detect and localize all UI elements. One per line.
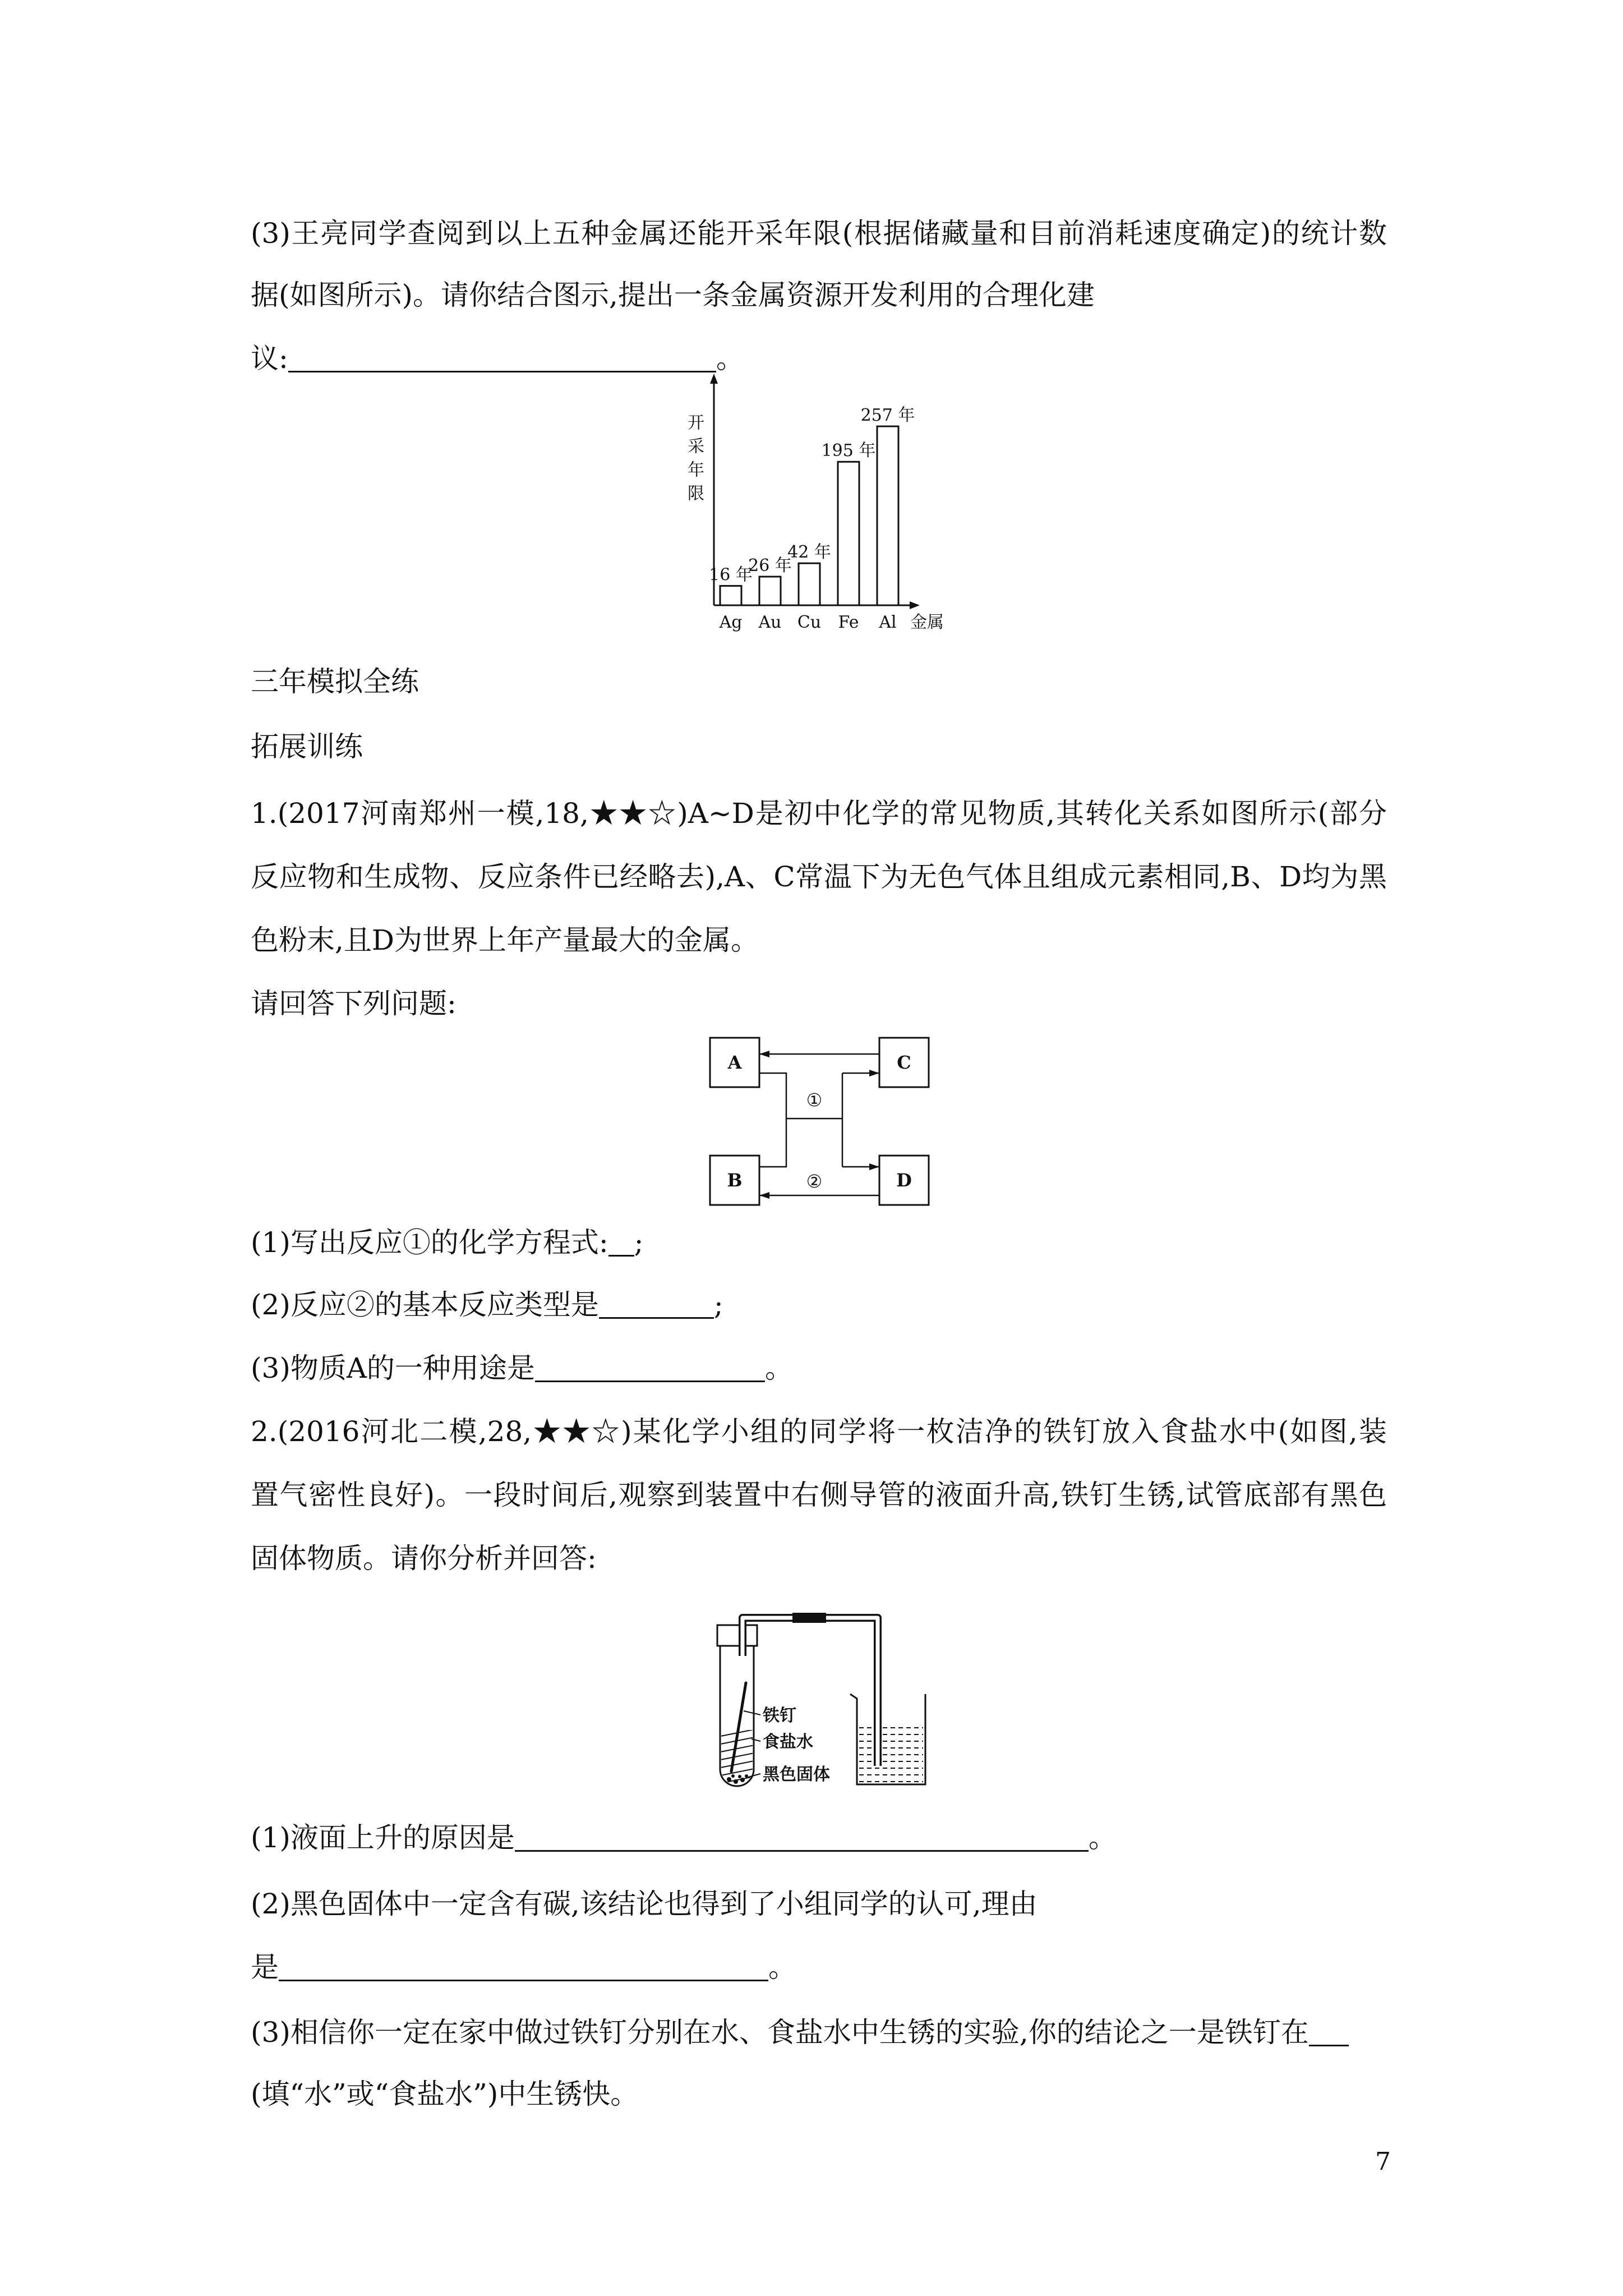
sub-question-suffix: ; bbox=[634, 1226, 644, 1259]
nail-leader-line bbox=[744, 1711, 760, 1715]
sub-question bbox=[251, 2016, 1349, 2049]
bar-ag bbox=[720, 586, 741, 605]
x-tick-label: Cu bbox=[797, 613, 822, 632]
bars-layer bbox=[709, 406, 915, 632]
sub-question bbox=[251, 1950, 796, 1984]
mining-years-bar-chart bbox=[662, 365, 953, 645]
question-text-line: 据(如图所示)。请你结合图示,提出一条金属资源开发利用的合理化建 bbox=[251, 279, 1095, 311]
page-number: 7 bbox=[1375, 2147, 1391, 2176]
reaction-1-label: ① bbox=[806, 1089, 823, 1111]
bar-value-label: 257 年 bbox=[860, 406, 915, 425]
answer-blank bbox=[279, 1979, 768, 1981]
node-b-label: B bbox=[727, 1170, 743, 1191]
x-tick-label: Ag bbox=[719, 613, 743, 632]
reactant-bracket bbox=[759, 1073, 786, 1167]
node-d-label: D bbox=[896, 1170, 912, 1191]
bar-al bbox=[877, 426, 898, 605]
bar-chart-svg bbox=[662, 365, 953, 645]
sub-question-text: 是 bbox=[251, 1951, 279, 1984]
rubber-connector bbox=[792, 1613, 826, 1623]
beaker-water bbox=[859, 1728, 923, 1782]
apparatus-svg bbox=[707, 1604, 953, 1795]
transformation-diagram bbox=[695, 1027, 931, 1217]
test-tube bbox=[720, 1635, 754, 1786]
rubber-stopper bbox=[717, 1625, 757, 1646]
rusting-apparatus-figure bbox=[707, 1604, 953, 1795]
sub-question-suffix: 。 bbox=[1088, 1821, 1117, 1854]
y-axis-label: 开采年限 bbox=[684, 413, 704, 508]
question-text-line: 色粉末,且D为世界上年产量最大的金属。 bbox=[251, 924, 759, 956]
question-text-line: 置气密性良好)。一段时间后,观察到装置中右侧导管的液面升高,铁钉生锈,试管底部有黑色 bbox=[251, 1479, 1387, 1511]
sub-question-text: (1)液面上升的原因是 bbox=[251, 1821, 515, 1854]
sub-question-text: (3)相信你一定在家中做过铁钉分别在水、食盐水中生锈的实验,你的结论之一是铁钉在 bbox=[251, 2016, 1309, 2049]
answer-blank bbox=[535, 1380, 765, 1382]
nail-label: 铁钉 bbox=[763, 1706, 796, 1726]
sub-question bbox=[251, 1226, 644, 1259]
bar-au bbox=[759, 577, 781, 605]
answer-blank bbox=[599, 1317, 714, 1319]
bar-value-label: 16 年 bbox=[709, 565, 753, 585]
sub-question-suffix: 。 bbox=[768, 1951, 796, 1984]
sub-question-text: (2)黑色固体中一定含有碳,该结论也得到了小组同学的认可,理由 bbox=[251, 1888, 1038, 1920]
x-tick-label: Al bbox=[879, 613, 897, 632]
answer-blank bbox=[608, 1254, 634, 1257]
node-a-label: A bbox=[727, 1052, 742, 1073]
y-axis-arrow-icon bbox=[710, 374, 718, 384]
question-prompt: 请回答下列问题: bbox=[251, 987, 457, 1020]
question-text-line: 固体物质。请你分析并回答: bbox=[251, 1542, 597, 1575]
sub-question-suffix: ; bbox=[713, 1289, 723, 1321]
bar-cu bbox=[799, 563, 820, 605]
beaker bbox=[850, 1694, 925, 1784]
bar-fe bbox=[838, 462, 859, 605]
sub-question-text: (2)反应②的基本反应类型是 bbox=[251, 1289, 599, 1321]
answer-blank bbox=[288, 370, 716, 372]
answer-blank bbox=[1309, 2044, 1349, 2046]
iron-nail bbox=[731, 1683, 746, 1772]
sub-question bbox=[251, 1351, 793, 1385]
sub-question bbox=[251, 1821, 1117, 1855]
node-c-label: C bbox=[897, 1052, 911, 1073]
subsection-title: 拓展训练 bbox=[251, 730, 363, 763]
sub-question-suffix: 。 bbox=[764, 1352, 793, 1384]
bar-value-label: 42 年 bbox=[787, 542, 831, 563]
sub-question-text: (填“水”或“食盐水”)中生锈快。 bbox=[251, 2078, 639, 2110]
question-text-line: 2.(2016河北二模,28,★★☆)某化学小组的同学将一枚洁净的铁钉放入食盐水中(如图,装 bbox=[251, 1415, 1387, 1448]
answer-blank bbox=[515, 1849, 1089, 1852]
black-solid-label: 黑色固体 bbox=[763, 1765, 830, 1784]
question-text-line: (3)王亮同学查阅到以上五种金属还能开采年限(根据储藏量和目前消耗速度确定)的统计数 bbox=[251, 217, 1387, 250]
bar-value-label: 195 年 bbox=[821, 441, 876, 461]
black-solid-leader-line bbox=[748, 1774, 760, 1777]
bar-value-label: 26 年 bbox=[748, 555, 792, 576]
x-axis-label: 金属 bbox=[910, 613, 944, 632]
section-title: 三年模拟全练 bbox=[251, 665, 419, 698]
sub-question-text: (1)写出反应①的化学方程式: bbox=[251, 1226, 608, 1259]
sub-question bbox=[251, 1288, 723, 1322]
answer-suffix: 。 bbox=[716, 342, 744, 375]
salt-water-label: 食盐水 bbox=[763, 1732, 813, 1752]
salt-water-leader-line bbox=[751, 1739, 760, 1741]
x-tick-label: Fe bbox=[838, 613, 859, 632]
question-text-line: 1.(2017河南郑州一模,18,★★☆)A~D是初中化学的常见物质,其转化关系如图所示(部分 bbox=[251, 797, 1387, 830]
transformation-diagram-svg bbox=[695, 1027, 931, 1217]
x-axis-arrow-icon bbox=[910, 601, 920, 609]
sub-question-text: (3)物质A的一种用途是 bbox=[251, 1352, 535, 1384]
question-text-line: 反应物和生成物、反应条件已经略去),A、C常温下为无色气体且组成元素相同,B、D均为黑 bbox=[251, 861, 1387, 893]
answer-prefix: 议: bbox=[251, 342, 288, 375]
black-solid-particles bbox=[727, 1774, 748, 1784]
reaction-2-label: ② bbox=[806, 1171, 823, 1192]
x-tick-label: Au bbox=[758, 613, 782, 632]
